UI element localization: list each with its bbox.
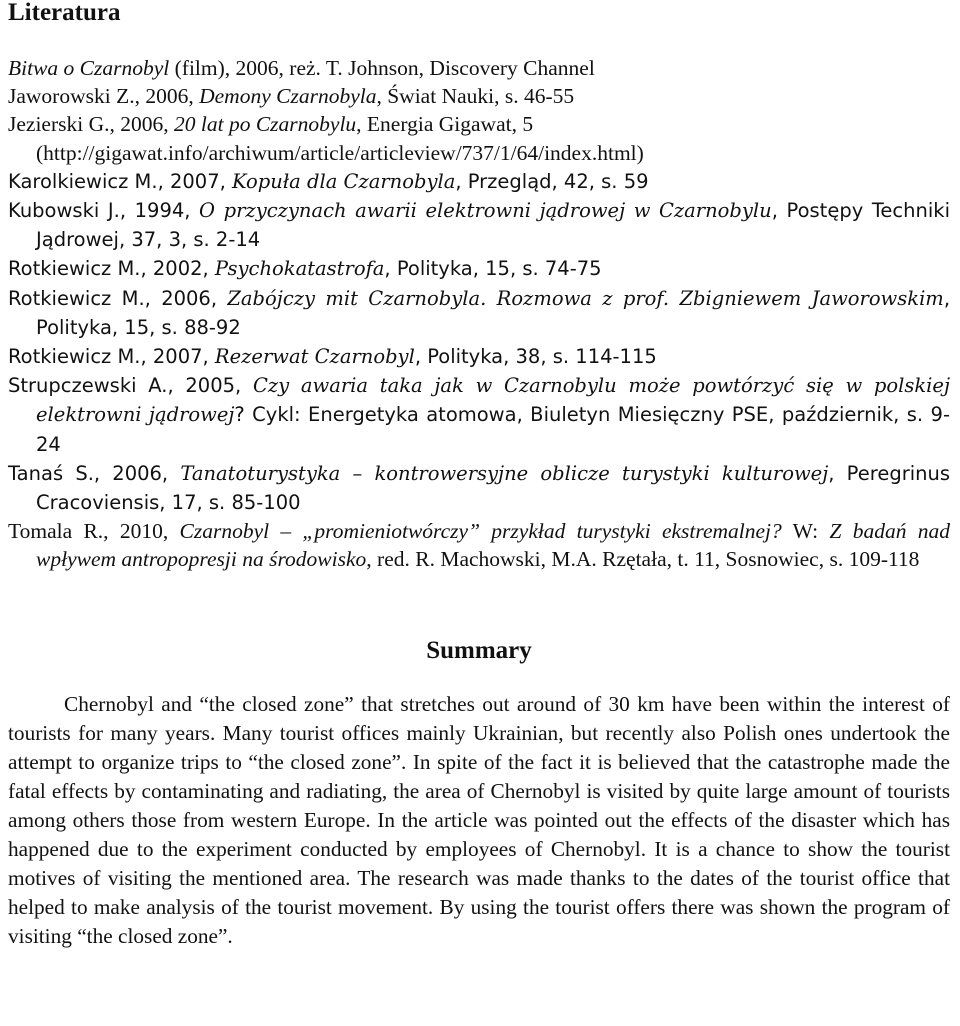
bib-entry-bitwa — [8, 54, 950, 82]
bib-entry-strupczewski — [8, 371, 950, 459]
bib-author: Strupczewski A., 2005, — [8, 374, 253, 398]
bib-author: Tanaś S., 2006, — [8, 461, 181, 485]
bib-details: (film), 2006, reż. T. Johnson, Discovery Channel — [169, 56, 595, 80]
bib-title: Zabójczy mit Czarnobyla. Rozmowa z prof. Zbigniewem Jaworowskim — [227, 286, 944, 310]
bib-connector: W: — [781, 519, 830, 544]
bib-title: O przyczynach awarii elektrowni jądrowej w Czarnobylu — [199, 199, 772, 223]
bibliography-list — [8, 54, 950, 574]
bib-entry-tanas — [8, 459, 950, 517]
bib-title: Czy awaria taka jak w Czarnobylu może powtórzyć się w polskiej elektrowni jądrowej — [36, 374, 950, 427]
bib-title: Tanatoturystyka – kontrowersyjne oblicze turystyki kulturowej — [180, 461, 829, 485]
bib-entry-jaworowski — [8, 82, 950, 110]
bib-author: Rotkiewicz M., 2002, — [8, 257, 215, 281]
bib-author: Jezierski G., 2006, — [8, 112, 174, 137]
bib-author: Jaworowski Z., 2006, — [8, 84, 200, 109]
bib-details: , Polityka, 15, s. 74-75 — [384, 257, 602, 281]
summary-heading: Summary — [426, 636, 532, 664]
bib-details: , Przegląd, 42, s. 59 — [455, 169, 649, 193]
bib-details: , Polityka, 38, s. 114-115 — [414, 345, 657, 369]
bib-title: Bitwa o Czarnobyl — [8, 56, 170, 80]
summary-paragraph: Chernobyl and “the closed zone” that stretches out around of 30 km have been within the interest of tourists for many years. Many tourist offices mainly Ukrainian, but recently also Polish ones undertook the attempt to organize trips to “the closed zone”. In spite of the fact it is believed that the catastrophe made the fatal effects by contaminating and radiating, the area of Chernobyl is visited by quite large amount of tourists among others those from western Europe. In the article was pointed out the effects of the disaster which has happened due to the experiment conducted by employees of Chernobyl. It is a chance to show the tourist motives of visiting the mentioned area. The research was made thanks to the dates of the tourist office that helped to make analysis of the tourist movement. By using the tourist offers there was shown the program of visiting “the closed zone”. — [8, 691, 950, 948]
bib-author: Rotkiewicz M., 2007, — [8, 345, 215, 369]
bib-entry-rotkiewicz-2002 — [8, 254, 950, 283]
bib-entry-kubowski — [8, 196, 950, 254]
bib-title: Psychokatastrofa — [214, 257, 385, 281]
literature-heading: Literatura — [8, 0, 121, 26]
bib-entry-rotkiewicz-2007 — [8, 342, 950, 371]
bib-entry-tomala — [8, 517, 950, 573]
bib-author: Tomala R., 2010, — [8, 519, 180, 544]
bib-title: Kopuła dla Czarnobyla — [232, 169, 456, 193]
bib-entry-rotkiewicz-2006 — [8, 284, 950, 342]
bib-details: , Świat Nauki, s. 46-55 — [376, 84, 575, 109]
bib-details: , red. R. Machowski, M.A. Rzętała, t. 11, Sosnowiec, s. 109-118 — [366, 547, 920, 572]
bib-author: Rotkiewicz M., 2006, — [8, 286, 228, 310]
bib-details: , Polityka, 15, s. 88-92 — [36, 286, 951, 339]
bib-title: Rezerwat Czarnobyl — [214, 345, 415, 369]
bib-title: Demony Czarnobyla — [199, 84, 377, 109]
bib-details: , Postępy Techniki Jądrowej, 37, 3, s. 2-14 — [36, 199, 950, 252]
bib-details: , Energia Gigawat, 5 (http://gigawat.info/archiwum/article/articleview/737/1/64/index.html) — [36, 112, 644, 165]
bib-entry-karolkiewicz — [8, 167, 950, 196]
bib-details: ? Cykl: Energetyka atomowa, Biuletyn Miesięczny PSE, październik, s. 9-24 — [36, 403, 950, 456]
bib-title: Czarnobyl – „promieniotwórczy” przykład turystyki ekstremalnej? — [179, 519, 782, 544]
bib-entry-jezierski — [8, 110, 950, 166]
bib-author: Karolkiewicz M., 2007, — [8, 169, 233, 193]
bib-author: Kubowski J., 1994, — [8, 199, 200, 223]
bib-details: , Peregrinus Cracoviensis, 17, s. 85-100 — [36, 461, 951, 515]
bib-volume-title: Z badań nad wpływem antropopresji na środowisko — [36, 519, 950, 572]
bib-title: 20 lat po Czarnobylu — [174, 112, 357, 137]
